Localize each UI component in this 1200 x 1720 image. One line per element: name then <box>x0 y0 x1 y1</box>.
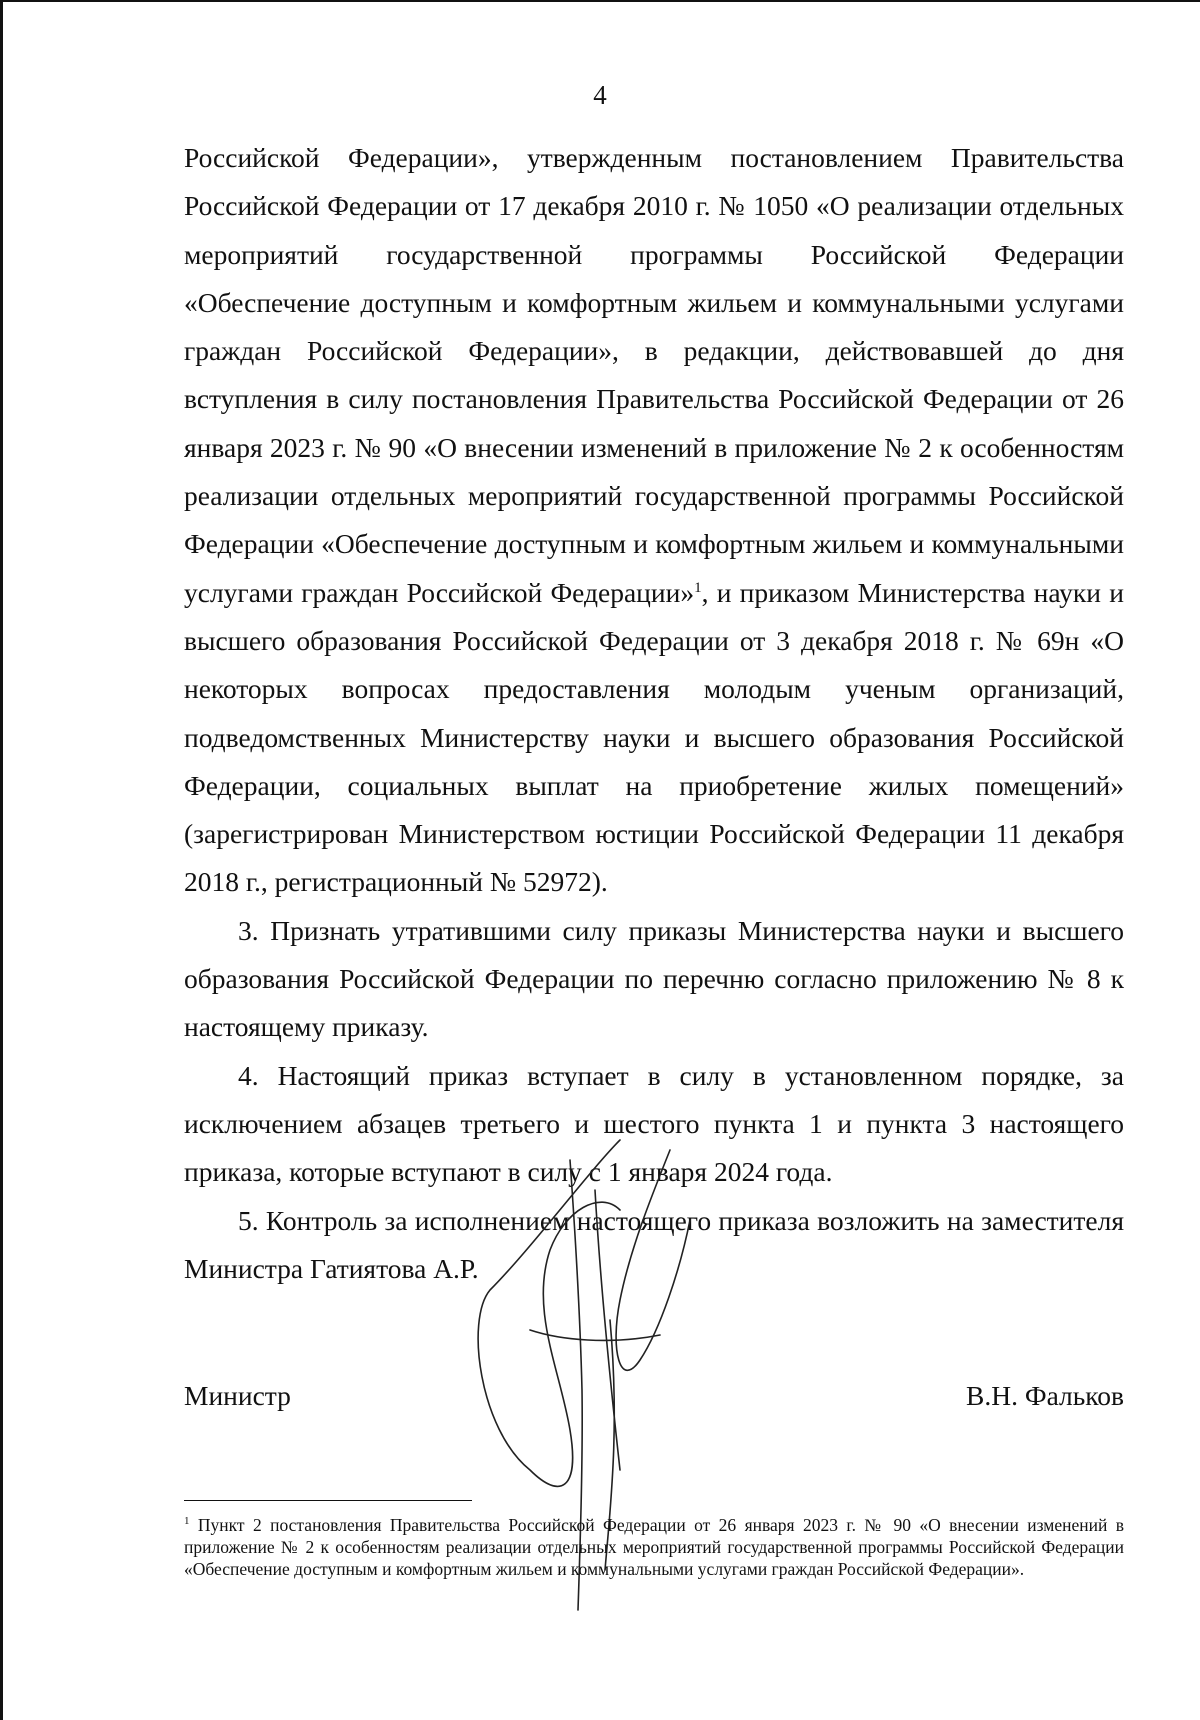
footnote-reference[interactable]: 1 <box>694 579 702 596</box>
paragraph-continued-tail: , и приказом Министерства науки и высшего образования Российской Федерации от 3 декабря 2018 г. № 69н «О некоторых вопросах предоставления молодым ученым организаций, подведомственных Министерству науки и высшего образования Российской Федерации, социальных выплат на приобретение жилых помещений» (зарегистрирован Министерством юстиции Российской Федерации 11 декабря 2018 г., регистрационный № 52972). <box>184 576 1124 898</box>
paragraph-item-3: 3. Признать утратившими силу приказы Министерства науки и высшего образования Российской Федерации по перечню согласно приложению № 8 к настоящему приказу. <box>184 914 1124 1043</box>
document-body <box>184 134 1124 1293</box>
footnote <box>184 1510 1124 1580</box>
paragraph-continued-text: Российской Федерации», утвержденным постановлением Правительства Российской Федерации от 17 декабря 2010 г. № 1050 «О реализации отдельных мероприятий государственной программы Российской Федерации «Обеспечение доступным и комфортным жильем и коммунальными услугами граждан Российской Федерации», в редакции, действовавшей до дня вступления в силу постановления Правительства Российской Федерации от 26 января 2023 г. № 90 «О внесении изменений в приложение № 2 к особенностям реализации отдельных мероприятий государственной программы Российской Федерации «Обеспечение доступным и комфортным жильем и коммунальными услугами граждан Российской Федерации» <box>184 142 1124 608</box>
footnote-marker: 1 <box>184 1515 190 1527</box>
page-number: 4 <box>593 80 607 110</box>
footnote-divider <box>184 1500 472 1501</box>
paragraph-item-4: 4. Настоящий приказ вступает в силу в установленном порядке, за исключением абзацев третьего и шестого пункта 1 и пункта 3 настоящего приказа, которые вступают в силу с 1 января 2024 года. <box>184 1059 1124 1188</box>
signatory-title: Министр <box>184 1380 291 1411</box>
paragraph-continued <box>184 134 1124 907</box>
footnote-text: Пункт 2 постановления Правительства Российской Федерации от 26 января 2023 г. № 90 «О внесении изменений в приложение № 2 к особенностям реализации отдельных мероприятий государственной программы Российской Федерации «Обеспечение доступным и комфортным жильем и коммунальными услугами граждан Российской Федерации». <box>184 1514 1124 1579</box>
signature-block <box>184 1380 1124 1420</box>
signatory-name: В.Н. Фальков <box>966 1380 1124 1411</box>
paragraph-item-5: 5. Контроль за исполнением настоящего приказа возложить на заместителя Министра Гатиятова А.Р. <box>184 1204 1124 1284</box>
